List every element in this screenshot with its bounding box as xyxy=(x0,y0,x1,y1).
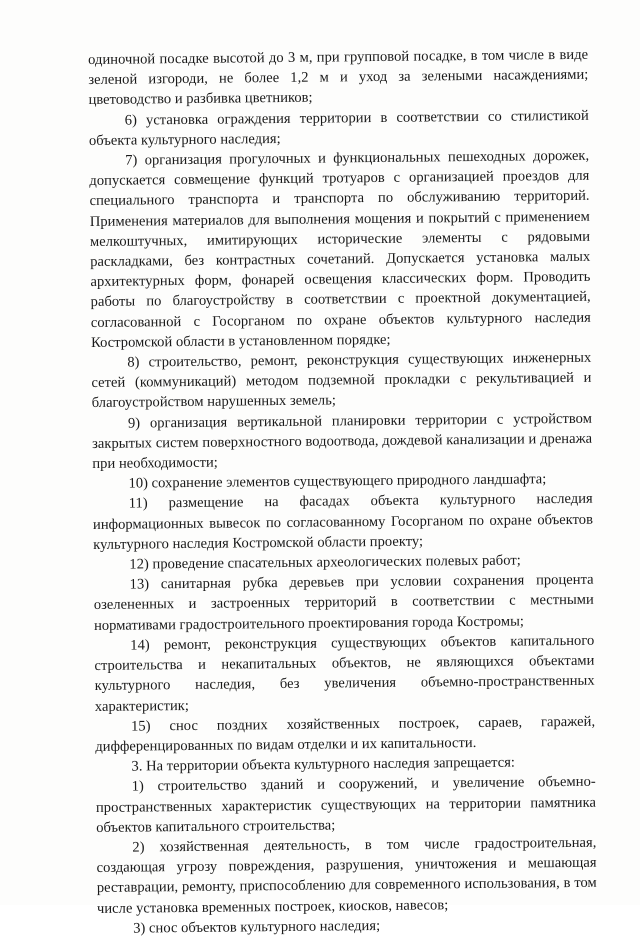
list-item-12: 12) проведение спасательных археологических полевых работ; xyxy=(129,552,521,573)
list-item-11: 11) размещение на фасадах объекта культурного наследия информационных вывесок по согласованному Госорганом по охране объектов культурного наследия Костромской области проекту; xyxy=(92,491,594,553)
prohibition-item-3: 3) снос объектов культурного наследия; xyxy=(133,917,381,937)
document-body xyxy=(88,45,597,939)
list-item-10: 10) сохранение элементов существующего природного ландшафта; xyxy=(128,471,547,492)
list-item-8: 8) строительство, ремонт, реконструкция существующих инженерных сетей (коммуникаций) методом подземной прокладки с рекультивацией и благоустройством нарушенных земель; xyxy=(91,349,592,412)
prohibition-item-2: 2) хозяйственная деятельность, в том числе градостроительная, создающая угрозу повреждения, разрушения, уничтожения и мешающая реставрации, ремонту, приспособлению для современного использования, в том числе установка временных построек, киосков, навесов; xyxy=(96,834,597,917)
list-item-14: 14) ремонт, реконструкция существующих объектов капитального строительства и некапитальных объектов, не являющихся объектами культурного наследия, без увеличения объемно-пространственных характеристик; xyxy=(94,632,595,715)
list-item-15: 15) снос поздних хозяйственных построек, сараев, гаражей, дифференцированных по видам отделки и их капитальности. xyxy=(95,713,596,755)
prohibition-item-1: 1) строительство зданий и сооружений, и увеличение объемно-пространственных характеристик существующих на территории памятника объектов капитального строительства; xyxy=(95,774,596,836)
section-3-heading: 3. На территории объекта культурного наследия запрещается: xyxy=(131,754,516,775)
paragraph-continuation: одиночной посадке высотой до 3 м, при групповой посадке, в том числе в виде зеленой изгороди, не более 1,2 м и уход за зелеными насаждениями; цветоводство и разбивка цветников; xyxy=(88,46,589,109)
list-item-6: 6) установка ограждения территории в соответствии со стилистикой объекта культурного наследия; xyxy=(88,107,589,149)
list-item-13: 13) санитарная рубка деревьев при условии сохранения процента озелененных и застроенных территорий в соответствии с местными нормативами градостроительного проектирования города Костромы; xyxy=(93,572,594,634)
list-item-9: 9) организация вертикальной планировки территории с устройством закрытых систем поверхностного водоотвода, дождевой канализации и дренажа при необходимости; xyxy=(92,410,593,473)
list-item-7: 7) организация прогулочных и функциональных пешеходных дорожек, допускается совмещение функций тротуаров с организацией проездов для специального транспорта и транспорта по обслуживанию территорий. Применения материалов для выполнения мощения и покрытий с применением мелкоштучных, имитирующих исторические элементы с рядовыми раскладками, без контрастных сочетаний. Допускается установка малых архитектурных форм, фонарей освещения классических форм. Проводить работы по благоустройству в соответствии с проектной документацией, согласованной с Госорганом по охране объектов культурного наследия Костромской области в установленном порядке; xyxy=(89,147,591,351)
